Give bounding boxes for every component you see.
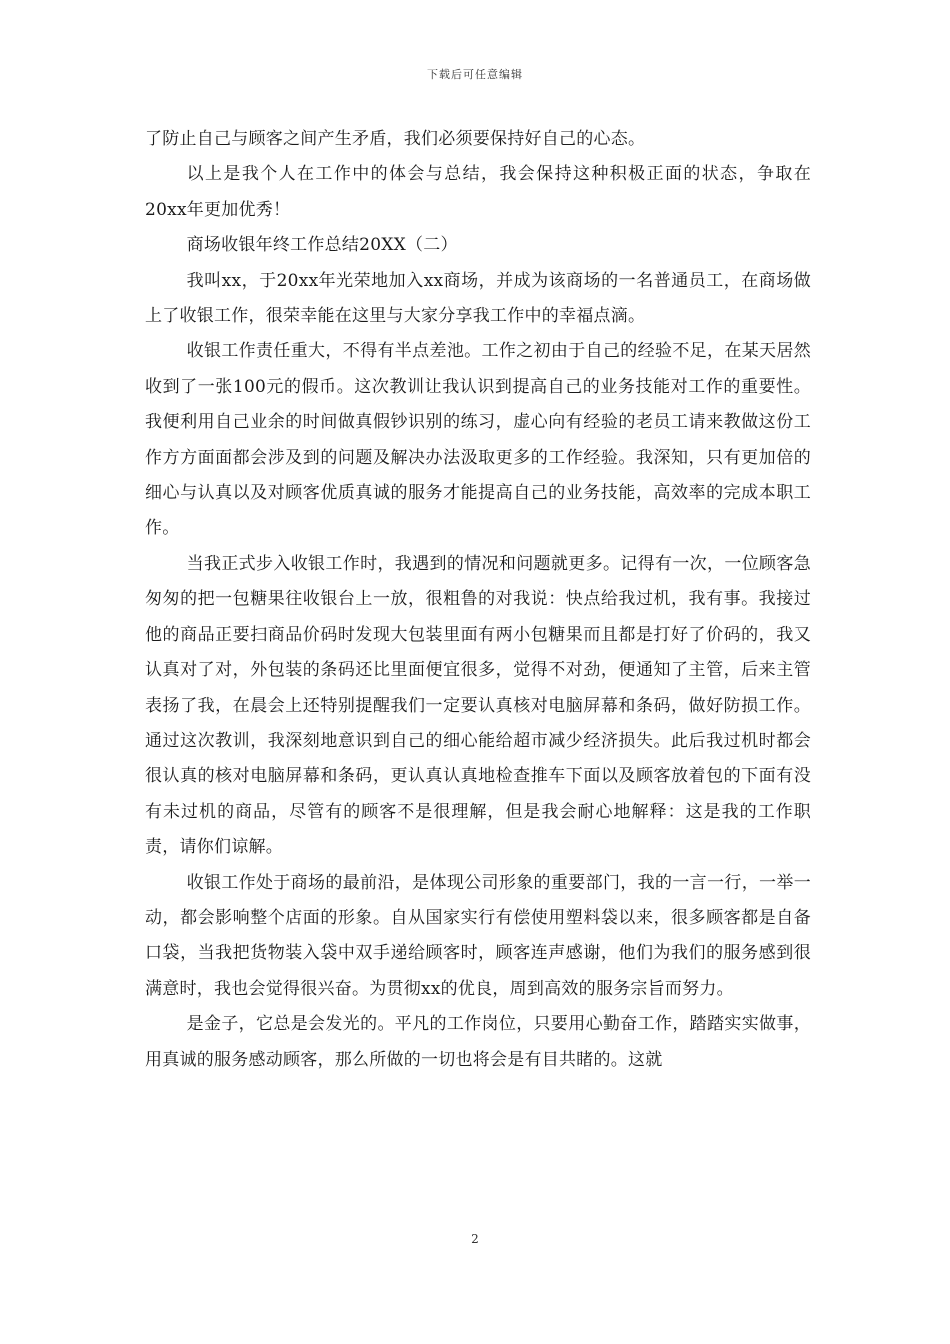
body-text [145,122,811,1078]
page-number: 2 [471,1232,479,1246]
paragraph-front-line: 收银工作处于商场的最前沿，是体现公司形象的重要部门，我的一言一行，一举一动，都会影响整个店面的形象。自从国家实行有偿使用塑料袋以来，很多顾客都是自备口袋，当我把货物装入袋中双手递给顾客时，顾客连声感谢，他们为我们的服务感到很满意时，我也会觉得很兴奋。为贯彻xx的优良，周到高效的服务宗旨而努力。 [145,872,811,999]
section-heading: 商场收银年终工作总结20XX（二） [186,235,458,256]
paragraph-responsibility: 收银工作责任重大，不得有半点差池。工作之初由于自己的经验不足，在某天居然收到了一张100元的假币。这次教训让我认识到提高自己的业务技能对工作的重要性。我便利用自己业余的时间做真假钞识别的练习，虚心向有经验的老员工请来教做这份工作方方面面都会涉及到的问题及解决办法汲取更多的工作经验。我深知，只有更加倍的细心与认真以及对顾客优质真诚的服务才能提高自己的业务技能，高效率的完成本职工作。 [145,341,811,539]
paragraph-experience: 当我正式步入收银工作时，我遇到的情况和问题就更多。记得有一次，一位顾客急匆匆的把一包糖果往收银台上一放，很粗鲁的对我说：快点给我过机，我有事。我接过他的商品正要扫商品价码时发现大包装里面有两小包糖果而且都是打好了价码的，我又认真对了对，外包装的条码还比里面便宜很多，觉得不对劲，便通知了主管，后来主管表扬了我，在晨会上还特别提醒我们一定要认真核对电脑屏幕和条码，做好防损工作。通过这次教训，我深刻地意识到自己的细心能给超市减少经济损失。此后我过机时都会很认真的核对电脑屏幕和条码，更认真认真地检查推车下面以及顾客放着包的下面有没有未过机的商品，尽管有的顾客不是很理解，但是我会耐心地解释：这是我的工作职责，请你们谅解。 [145,553,811,858]
paragraph-continuation: 了防止自己与顾客之间产生矛盾，我们必须要保持好自己的心态。 [145,129,646,149]
paragraph-introduction: 我叫xx，于20xx年光荣地加入xx商场，并成为该商场的一名普通员工，在商场做上了收银工作，很荣幸能在这里与大家分享我工作中的幸福点滴。 [145,270,811,327]
page-header: 下载后可任意编辑 [427,68,523,81]
paragraph-conclusion: 是金子，它总是会发光的。平凡的工作岗位，只要用心勤奋工作，踏踏实实做事，用真诚的服务感动顾客，那么所做的一切也将会是有目共睹的。这就 [145,1014,811,1070]
paragraph-summary: 以上是我个人在工作中的体会与总结，我会保持这种积极正面的状态，争取在20xx年更加优秀！ [145,164,811,220]
